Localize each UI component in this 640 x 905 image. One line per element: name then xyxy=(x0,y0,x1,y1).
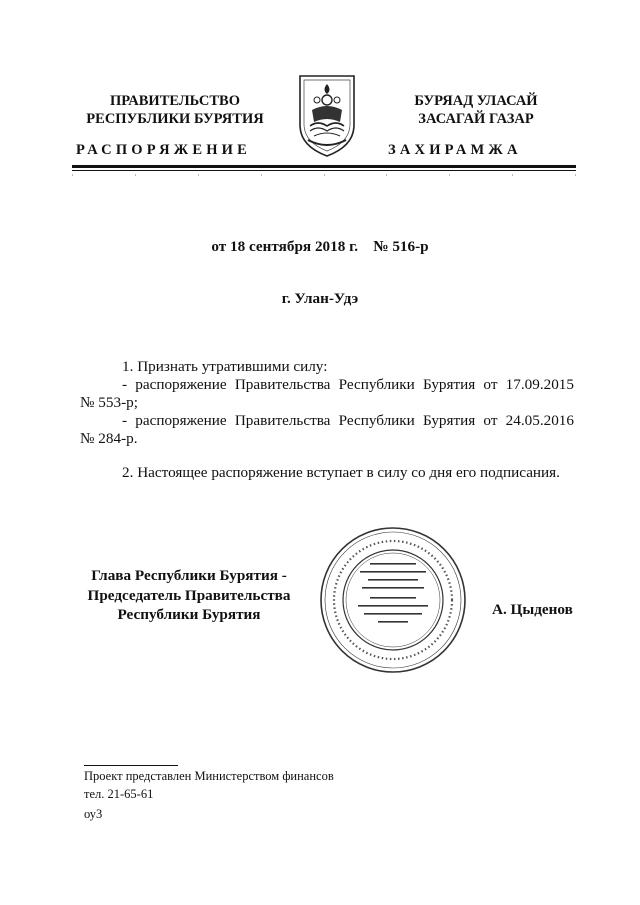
header-rule-thick xyxy=(72,165,576,168)
footer-line2: тел. 21-65-61 xyxy=(84,787,154,801)
footer-rule xyxy=(84,765,178,766)
item1-b-line1: - распоряжение Правительства Республики Бурятия от 24.05.2016 xyxy=(122,412,574,429)
official-stamp xyxy=(318,525,468,675)
footer-line3: оу3 xyxy=(84,807,103,821)
footer-line1: Проект представлен Министерством финансов xyxy=(84,769,334,783)
header-left-line2: РЕСПУБЛИКИ БУРЯТИЯ xyxy=(86,111,264,127)
signatory-name: А. Цыденов xyxy=(492,601,573,618)
header-right-title xyxy=(388,92,564,128)
document-number: № 516-р xyxy=(373,238,429,255)
header-right-doc-type: ЗАХИРАМЖА xyxy=(388,142,522,158)
header-left-title xyxy=(72,92,278,128)
signatory-title-line3: Республики Бурятия xyxy=(117,606,261,623)
header-left-line1: ПРАВИТЕЛЬСТВО xyxy=(110,93,240,109)
header-right-line2: ЗАСАГАЙ ГАЗАР xyxy=(418,111,534,127)
header-dotted-line xyxy=(72,174,576,178)
signatory-title-line1: Глава Республики Бурятия - xyxy=(91,567,287,584)
document-date-line xyxy=(0,237,640,256)
header-rule-thin xyxy=(72,170,576,171)
item2: 2. Настоящее распоряжение вступает в силу со дня его подписания. xyxy=(122,464,560,481)
signatory-title xyxy=(76,566,302,625)
header-left-doc-type: РАСПОРЯЖЕНИЕ xyxy=(76,142,252,158)
buryatia-coat-of-arms-icon xyxy=(294,70,360,160)
header-right-line1: БУРЯАД УЛАСАЙ xyxy=(414,93,538,109)
item1-a-line1: - распоряжение Правительства Республики Бурятия от 17.09.2015 xyxy=(122,376,574,393)
item1-a-line2: № 553-р; xyxy=(80,394,138,411)
item1-intro: 1. Признать утратившими силу: xyxy=(122,358,328,375)
document-date: от 18 сентября 2018 г. xyxy=(211,238,359,255)
signatory-title-line2: Председатель Правительства xyxy=(87,586,291,604)
item1-b-line2: № 284-р. xyxy=(80,430,138,447)
document-city: г. Улан-Удэ xyxy=(281,290,359,307)
